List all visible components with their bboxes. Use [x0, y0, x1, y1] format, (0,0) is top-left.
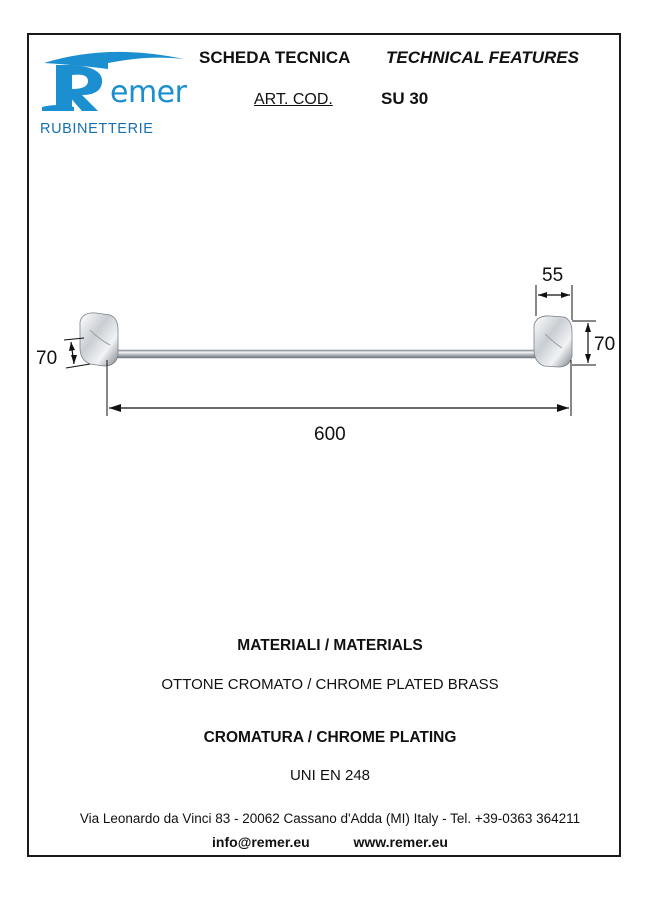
title-italian: SCHEDA TECNICA — [199, 48, 351, 67]
dim-bracket-width-label: 55 — [542, 265, 564, 286]
title-english: TECHNICAL FEATURES — [386, 48, 579, 67]
logo-subtitle: RUBINETTERIE — [40, 121, 154, 137]
materials-heading: MATERIALI / MATERIALS — [237, 637, 423, 654]
logo-brand-text: emer — [110, 75, 187, 110]
dim-length-label: 600 — [314, 424, 346, 445]
left-bracket — [80, 313, 118, 366]
towel-bar-rod — [100, 350, 560, 358]
footer-address: Via Leonardo da Vinci 83 - 20062 Cassano d'Adda (MI) Italy - Tel. +39-0363 364211 — [79, 811, 581, 826]
article-code-label: ART. COD. — [254, 91, 333, 108]
footer-web-link[interactable]: www.remer.eu — [353, 834, 448, 850]
dim-height-right-label: 70 — [594, 334, 616, 355]
materials-value: OTTONE CROMATO / CHROME PLATED BRASS — [161, 676, 499, 693]
dim-height-left-label: 70 — [36, 348, 58, 369]
plating-heading: CROMATURA / CHROME PLATING — [203, 729, 457, 746]
plating-value: UNI EN 248 — [289, 767, 371, 784]
article-code-value: SU 30 — [381, 89, 429, 108]
footer-email-link[interactable]: info@remer.eu — [212, 834, 310, 850]
footer-contacts — [0, 834, 660, 850]
